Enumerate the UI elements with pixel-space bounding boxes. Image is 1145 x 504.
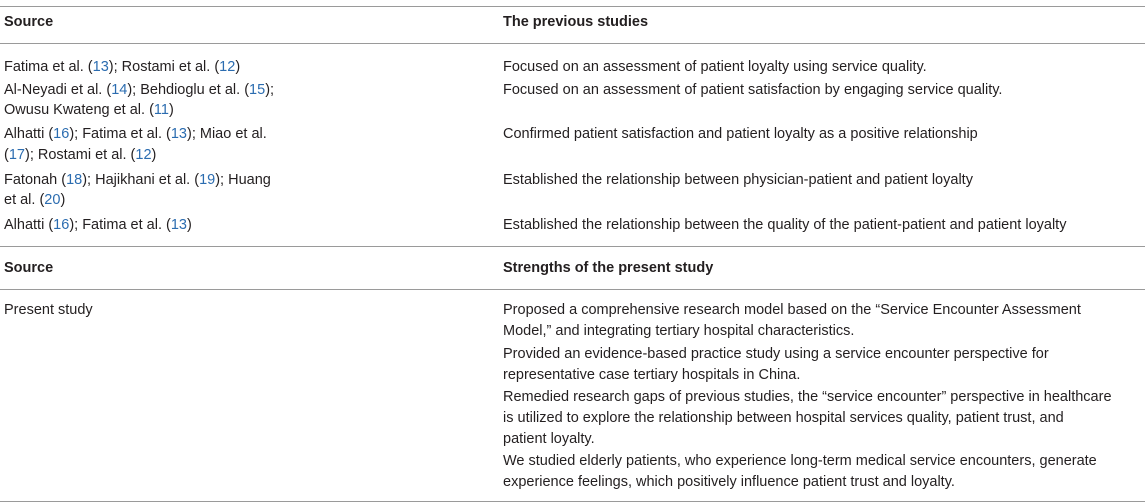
row-source-line: (17); Rostami et al. (12) bbox=[4, 147, 157, 163]
strength-line: Provided an evidence-based practice study using a service encounter perspective for bbox=[503, 346, 1049, 362]
section-rule bbox=[0, 246, 1145, 247]
row-source-line: Fatima et al. (13); Rostami et al. (12) bbox=[4, 59, 241, 75]
header-source-2: Source bbox=[4, 260, 54, 276]
header-rule-2 bbox=[0, 289, 1145, 290]
citation-link[interactable]: 13 bbox=[92, 59, 109, 75]
strength-line: is utilized to explore the relationship between hospital services quality, patient trust, and bbox=[503, 410, 1064, 426]
citation-link[interactable]: 16 bbox=[53, 217, 70, 233]
citation-link[interactable]: 14 bbox=[111, 82, 128, 98]
header-rule-1 bbox=[0, 43, 1145, 44]
row-description: Confirmed patient satisfaction and patient loyalty as a positive relationship bbox=[503, 126, 978, 142]
citation-link[interactable]: 13 bbox=[170, 217, 187, 233]
citation-link[interactable]: 19 bbox=[199, 172, 216, 188]
row-source-line: Alhatti (16); Fatima et al. (13) bbox=[4, 217, 192, 233]
row-source-line: Fatonah (18); Hajikhani et al. (19); Huang bbox=[4, 172, 271, 188]
header-previous-studies: The previous studies bbox=[503, 14, 649, 30]
row-description: Focused on an assessment of patient satisfaction by engaging service quality. bbox=[503, 82, 1003, 98]
table-top-rule bbox=[0, 6, 1145, 7]
row-description: Established the relationship between physician-patient and patient loyalty bbox=[503, 172, 973, 188]
table-bottom-rule bbox=[0, 501, 1145, 502]
strength-line: representative case tertiary hospitals in China. bbox=[503, 367, 801, 383]
citation-link[interactable]: 12 bbox=[219, 59, 236, 75]
citation-link[interactable]: 13 bbox=[170, 126, 187, 142]
header-strengths: Strengths of the present study bbox=[503, 260, 714, 276]
strength-line: We studied elderly patients, who experience long-term medical service encounters, generate bbox=[503, 453, 1097, 469]
row-source-line: et al. (20) bbox=[4, 192, 66, 208]
strength-line: Proposed a comprehensive research model based on the “Service Encounter Assessment bbox=[503, 302, 1081, 318]
row-description: Focused on an assessment of patient loyalty using service quality. bbox=[503, 59, 927, 75]
citation-link[interactable]: 15 bbox=[249, 82, 266, 98]
row-source-line: Al-Neyadi et al. (14); Behdioglu et al. (15); bbox=[4, 82, 275, 98]
citation-link[interactable]: 17 bbox=[8, 147, 25, 163]
citation-link[interactable]: 16 bbox=[53, 126, 70, 142]
citation-link[interactable]: 18 bbox=[66, 172, 83, 188]
strength-line: Remedied research gaps of previous studies, the “service encounter” perspective in healthcare bbox=[503, 389, 1112, 405]
citation-link[interactable]: 20 bbox=[44, 192, 61, 208]
row-source-line: Owusu Kwateng et al. (11) bbox=[4, 102, 174, 118]
strength-line: Model,” and integrating tertiary hospital characteristics. bbox=[503, 323, 855, 339]
citation-link[interactable]: 11 bbox=[153, 102, 169, 118]
row-source-line: Alhatti (16); Fatima et al. (13); Miao et al. bbox=[4, 126, 267, 142]
strength-line: experience feelings, which positively influence patient trust and loyalty. bbox=[503, 474, 955, 490]
row-description: Established the relationship between the quality of the patient-patient and patient loyalty bbox=[503, 217, 1067, 233]
header-source-1: Source bbox=[4, 14, 54, 30]
present-study-source: Present study bbox=[4, 302, 93, 318]
citation-link[interactable]: 12 bbox=[135, 147, 152, 163]
strength-line: patient loyalty. bbox=[503, 431, 595, 447]
